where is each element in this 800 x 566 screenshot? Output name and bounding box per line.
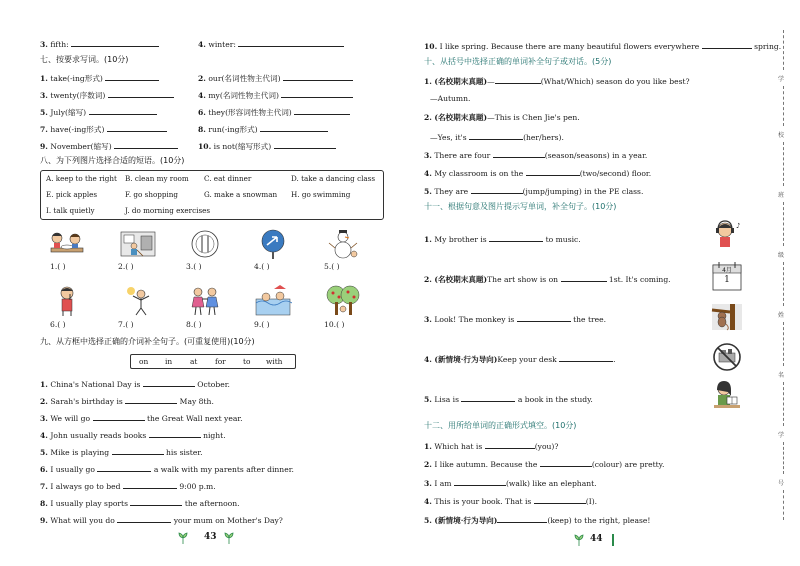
option-e: E. pick apples xyxy=(46,190,98,199)
prep-word: for xyxy=(215,357,226,366)
s9-sentence: 3. We will go the Great Wall next year. xyxy=(40,414,243,423)
option-b: B. clean my room xyxy=(125,174,189,183)
dancing-icon xyxy=(186,285,224,317)
listening-music-icon xyxy=(710,218,744,248)
prepositions-box xyxy=(130,354,296,369)
prep-word: on xyxy=(139,357,149,366)
s9-sentence: 8. I usually play sports the afternoon. xyxy=(40,499,240,508)
gutter-char: 班 xyxy=(778,192,785,199)
gutter-line xyxy=(783,86,784,126)
section-11-title: 十一、根据句意及图片提示写单词，补全句子。(10分) xyxy=(424,202,617,211)
s9-sentence: 7. I always go to bed 9:00 p.m. xyxy=(40,482,216,491)
gutter-char: 学 xyxy=(778,76,785,83)
s9-sentence: 5. Mike is playing his sister. xyxy=(40,448,203,457)
section-8-title: 八、为下列图片选择合适的短语。(10分) xyxy=(40,156,185,165)
page-footer xyxy=(574,532,634,548)
talk-quietly-icon xyxy=(48,285,86,317)
binding-gutter xyxy=(776,30,790,520)
option-i: I. talk quietly xyxy=(46,206,95,215)
pic-label: 10.( ) xyxy=(324,320,345,329)
page-footer xyxy=(178,530,258,546)
s10-reply: —Autumn. xyxy=(430,94,471,103)
no-mess-sign-icon xyxy=(710,342,744,372)
pic-label: 5.( ) xyxy=(324,262,340,271)
question-fifth: 3. fifth: xyxy=(40,38,159,50)
gutter-line xyxy=(783,322,784,366)
option-d: D. take a dancing class xyxy=(291,174,376,183)
s10-sentence: 5. They are (jump/jumping) in the PE class. xyxy=(424,187,644,196)
calendar-day: 1 xyxy=(724,275,730,285)
page-number-left: 43 xyxy=(204,532,217,542)
gutter-line xyxy=(783,142,784,186)
s12-sentence: 3. I am (walk) like an elephant. xyxy=(424,479,597,488)
s11-sentence: 5. Lisa is a book in the study. xyxy=(424,395,593,404)
question-spring: 10. I like spring. Because there are many beautiful flowers everywhere spring. xyxy=(424,42,782,51)
s10-sentence: 3. There are four (season/seasons) in a year. xyxy=(424,151,648,160)
s10-sentence: 2. (名校期末真题)—This is Chen Jie's pen. xyxy=(424,113,580,122)
s7-item: 8. run(-ing形式) xyxy=(198,123,328,135)
gutter-line xyxy=(783,490,784,520)
option-j: J. do morning exercises xyxy=(125,206,211,215)
family-dinner-icon xyxy=(48,228,86,260)
section-7-title: 七、按要求写词。(10分) xyxy=(40,55,129,64)
gutter-line xyxy=(783,382,784,426)
pic-label: 4.( ) xyxy=(254,262,270,271)
monkey-tree-icon xyxy=(710,302,744,332)
prep-word: in xyxy=(165,357,173,366)
pic-label: 8.( ) xyxy=(186,320,202,329)
option-a: A. keep to the right xyxy=(46,174,117,183)
s9-sentence: 2. Sarah's birthday is May 8th. xyxy=(40,397,214,406)
s11-sentence: 4. (新情境·行为导向)Keep your desk . xyxy=(424,355,616,364)
section-12-title: 十二、用所给单词的正确形式填空。(10分) xyxy=(424,421,577,430)
gutter-char: 学 xyxy=(778,432,785,439)
swimming-icon xyxy=(254,285,292,317)
s10-sentence: 4. My classroom is on the (two/second) floor. xyxy=(424,169,652,178)
s11-sentence: 2. (名校期末真题)The art show is on 1st. It's coming. xyxy=(424,275,671,284)
plate-icon xyxy=(186,228,224,260)
sprout-icon xyxy=(224,532,234,544)
pic-label: 7.( ) xyxy=(118,320,134,329)
s7-item: 4. my(名词性物主代词) xyxy=(198,89,353,101)
s9-sentence: 4. John usually reads books night. xyxy=(40,431,226,440)
s12-sentence: 4. This is your book. That is (I). xyxy=(424,497,598,506)
s7-item: 6. they(形容词性物主代词) xyxy=(198,106,350,118)
s7-item: 10. is not(缩写形式) xyxy=(198,140,336,152)
gutter-line xyxy=(783,202,784,246)
section-10-title: 十、从括号中选择正确的单词补全句子或对话。(5分) xyxy=(424,57,612,66)
calendar-icon xyxy=(710,262,744,292)
keep-right-sign-icon xyxy=(254,228,292,260)
gutter-line xyxy=(783,442,784,474)
s7-item: 1. take(-ing形式) xyxy=(40,72,159,84)
option-h: H. go swimming xyxy=(291,190,351,199)
s12-sentence: 2. I like autumn. Because the (colour) are pretty. xyxy=(424,460,665,469)
s12-sentence: 5. (新情境·行为导向) (keep) to the right, please! xyxy=(424,516,651,525)
s12-sentence: 1. Which hat is (you)? xyxy=(424,442,559,451)
gutter-char: 级 xyxy=(778,252,785,259)
gutter-line xyxy=(783,30,784,70)
s7-item: 2. our(名词性物主代词) xyxy=(198,72,353,84)
s7-item: 3. twenty(序数词) xyxy=(40,89,174,101)
option-g: G. make a snowman xyxy=(204,190,278,199)
s11-sentence: 3. Look! The monkey is the tree. xyxy=(424,315,607,324)
s7-item: 5. July(缩写) xyxy=(40,106,157,118)
reading-girl-icon xyxy=(710,380,744,410)
s9-sentence: 1. China's National Day is October. xyxy=(40,380,230,389)
sprout-icon xyxy=(178,532,188,544)
phrase-options-box xyxy=(40,170,384,220)
section-9-title: 九、从方框中选择正确的介词补全句子。(可重复使用)(10分) xyxy=(40,337,255,346)
prep-word: with xyxy=(266,357,283,366)
gutter-char: 姓 xyxy=(778,312,785,319)
s9-sentence: 9. What will you do your mum on Mother's Day? xyxy=(40,516,283,525)
pic-label: 9.( ) xyxy=(254,320,270,329)
prep-word: to xyxy=(243,357,251,366)
s7-item: 7. have(-ing形式) xyxy=(40,123,167,135)
question-winter: 4. winter: xyxy=(198,38,344,50)
option-c: C. eat dinner xyxy=(204,174,252,183)
morning-exercise-icon xyxy=(119,285,157,317)
s10-reply: —Yes, it's (her/hers). xyxy=(430,133,564,142)
snowman-icon xyxy=(324,228,362,260)
s10-sentence: 1. (名校期末真题)— (What/Which) season do you like best? xyxy=(424,77,690,86)
pic-label: 2.( ) xyxy=(118,262,134,271)
prep-word: at xyxy=(190,357,198,366)
footer-bar xyxy=(612,534,614,546)
right-page xyxy=(420,0,782,566)
svg-text:♪: ♪ xyxy=(736,222,741,230)
calendar-month: 4月 xyxy=(722,267,732,274)
gutter-char: 名 xyxy=(778,372,785,379)
pic-label: 6.( ) xyxy=(50,320,66,329)
gutter-char: 号 xyxy=(778,480,785,487)
sprout-icon xyxy=(574,534,584,546)
pic-label: 1.( ) xyxy=(50,262,66,271)
gutter-char: 校 xyxy=(778,132,785,139)
pic-label: 3.( ) xyxy=(186,262,202,271)
s7-item: 9. November(缩写) xyxy=(40,140,178,152)
gutter-line xyxy=(783,262,784,306)
clean-room-icon xyxy=(119,228,157,260)
left-page xyxy=(34,0,392,566)
page-number-right: 44 xyxy=(590,534,603,544)
s11-sentence: 1. My brother is to music. xyxy=(424,235,581,244)
s9-sentence: 6. I usually go a walk with my parents after dinner. xyxy=(40,465,294,474)
apple-tree-icon xyxy=(324,285,362,317)
option-f: F. go shopping xyxy=(125,190,179,199)
